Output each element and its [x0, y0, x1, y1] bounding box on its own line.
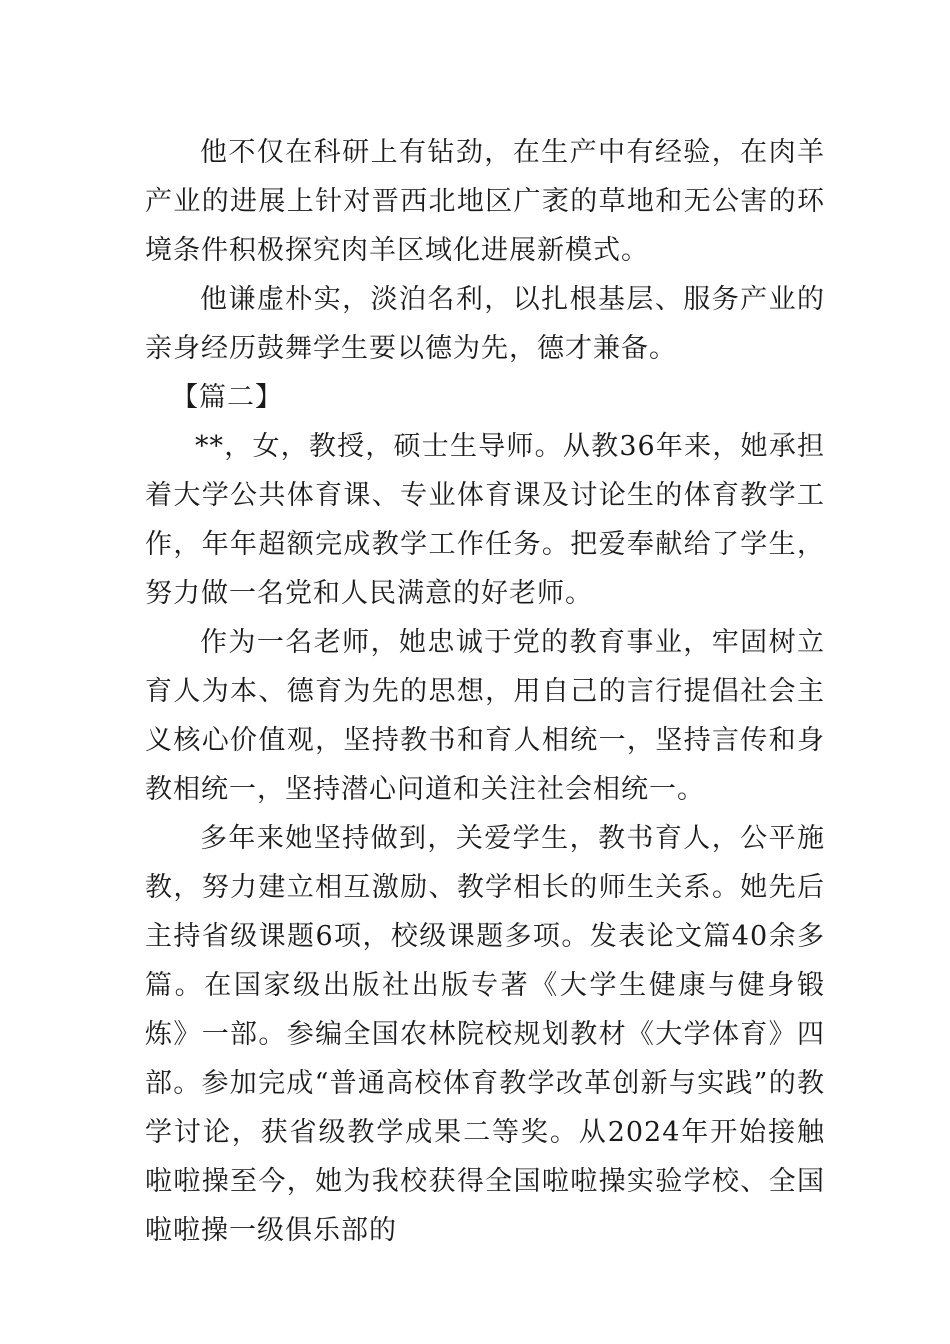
- paragraph-research: 他不仅在科研上有钻劲，在生产中有经验，在肉羊产业的进展上针对晋西北地区广袤的草地和无公害的环境条件积极探究肉羊区域化进展新模式。: [145, 137, 825, 266]
- paragraph-teacher: 作为一名老师，她忠诚于党的教育事业，牢固树立育人为本、德育为先的思想，用自己的言行提倡社会主义核心价值观，坚持教书和育人相统一，坚持言传和身教相统一，坚持潜心问道和关注社会相统一。: [145, 627, 825, 805]
- paragraph-modesty: 他谦虚朴实，淡泊名利，以扎根基层、服务产业的亲身经历鼓舞学生要以德为先，德才兼备。: [145, 284, 825, 364]
- paragraph-intro: **，女，教授，硕士生导师。从教36年来，她承担着大学公共体育课、专业体育课及讨论生的体育教学工作，年年超额完成教学工作任务。把爱奉献给了学生，努力做一名党和人民满意的好老师。: [145, 431, 825, 609]
- document-body: [145, 128, 825, 1255]
- paragraph-achievements: 多年来她坚持做到，关爱学生，教书育人，公平施教，努力建立相互激励、教学相长的师生关系。她先后主持省级课题6项，校级课题多项。发表论文篇40余多篇。在国家级出版社出版专著《大学生健康与健身锻炼》一部。参编全国农林院校规划教材《大学体育》四部。参加完成“普通高校体育教学改革创新与实践”的教学讨论，获省级教学成果二等奖。从2024年开始接触啦啦操至今，她为我校获得全国啦啦操实验学校、全国啦啦操一级俱乐部的: [145, 823, 825, 1246]
- section-heading: 【篇二】: [171, 382, 283, 413]
